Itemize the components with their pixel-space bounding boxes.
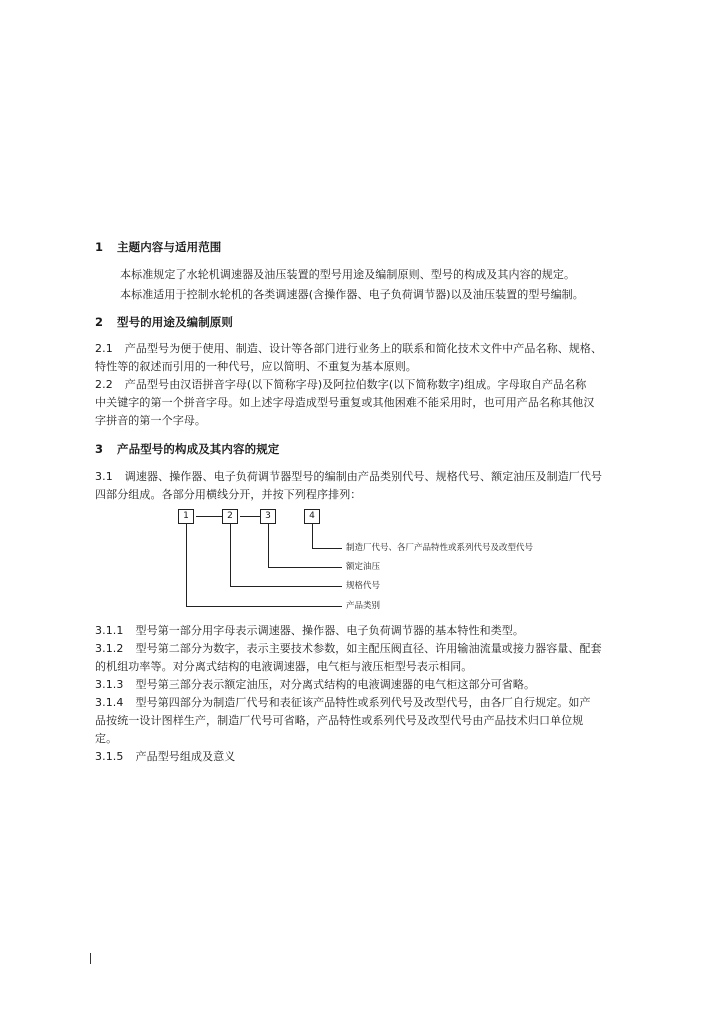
section-2-heading (95, 315, 233, 329)
diagram-leader-4-vertical (312, 524, 313, 548)
clause-2-1-line-1 (95, 342, 602, 356)
clause-3-1-4-text-1: 型号第四部分为制造厂代号和表征该产品特性或系列代号及改型代号，由各厂自行规定。如产 (135, 696, 591, 709)
clause-3-1-2-number: 3.1.2 (95, 642, 124, 655)
diagram-leader-2-vertical (230, 524, 231, 586)
clause-3-1-line-2: 四部分组成。各部分用横线分开，并按下列程序排列： (95, 488, 362, 501)
clause-2-2-line-3: 字拼音的第一个字母。 (95, 414, 206, 427)
diagram-leader-3-horizontal (268, 567, 342, 568)
clause-3-1-5-title: 产品型号组成及意义 (135, 750, 236, 763)
clause-2-2-line-2: 中关键字的第一个拼音字母。如上述字母造成型号重复或其他困难不能采用时，也可用产品名称其他汉 (95, 396, 595, 409)
clause-3-1-line-1 (95, 470, 602, 484)
clause-3-1-number: 3.1 (95, 470, 113, 483)
diagram-box-3: 3 (260, 509, 276, 524)
diagram-leader-4-horizontal (312, 548, 342, 549)
clause-3-1-3-line-1 (95, 678, 535, 692)
clause-3-1-4-number: 3.1.4 (95, 696, 124, 709)
clause-3-1-1-line-1 (95, 624, 524, 638)
clause-3-1-2-line-2: 的机组功率等。对分离式结构的电液调速器，电气柜与液压柜型号表示相同。 (95, 660, 473, 673)
section-1-heading (95, 240, 221, 254)
diagram-label-3: 额定油压 (346, 562, 381, 572)
diagram-leader-2-horizontal (230, 586, 342, 587)
clause-3-1-4-line-1 (95, 696, 591, 710)
clause-2-2-text-1: 产品型号由汉语拼音字母(以下简称字母)及阿拉伯数字(以下简称数字)组成。字母取自产品名称 (124, 378, 587, 391)
clause-2-1-line-2: 特性等的叙述而引用的一种代号，应以简明、不重复为基本原则。 (95, 360, 417, 373)
diagram-dash-2 (240, 516, 260, 517)
section-1-title: 主题内容与适用范围 (117, 240, 222, 254)
clause-3-1-1-text-1: 型号第一部分用字母表示调速器、操作器、电子负荷调节器的基本特性和类型。 (135, 624, 524, 637)
clause-3-1-2-line-1 (95, 642, 602, 656)
clause-2-2-number: 2.2 (95, 378, 113, 391)
section-2-number: 2 (95, 315, 104, 329)
clause-3-1-4-line-3: 定。 (95, 732, 118, 745)
clause-3-1-text-1: 调速器、操作器、电子负荷调节器型号的编制由产品类别代号、规格代号、额定油压及制造厂代号 (124, 470, 603, 483)
diagram-box-4: 4 (304, 509, 320, 524)
section-3-number: 3 (95, 442, 104, 456)
page-margin-mark (90, 953, 91, 964)
diagram-leader-1-horizontal (186, 606, 342, 607)
model-number-diagram (170, 505, 590, 617)
clause-2-2-line-1 (95, 378, 586, 392)
clause-3-1-2-text-1: 型号第二部分为数字，表示主要技术参数，如主配压阀直径、许用输油流量或接力器容量、配套 (135, 642, 602, 655)
clause-3-1-1-number: 3.1.1 (95, 624, 124, 637)
clause-3-1-3-text-1: 型号第三部分表示额定油压，对分离式结构的电液调速器的电气柜这部分可省略。 (135, 678, 536, 691)
section-3-title: 产品型号的构成及其内容的规定 (117, 442, 280, 456)
diagram-label-4: 制造厂代号、各厂产品特性或系列代号及改型代号 (346, 543, 534, 553)
clause-3-1-4-line-2: 品按统一设计图样生产，制造厂代号可省略，产品特性或系列代号及改型代号由产品技术归口单位规 (95, 714, 584, 727)
clause-3-1-5-number: 3.1.5 (95, 750, 124, 763)
diagram-box-2: 2 (222, 509, 238, 524)
diagram-label-2: 规格代号 (346, 581, 381, 591)
clause-2-1-number: 2.1 (95, 342, 113, 355)
section-2-title: 型号的用途及编制原则 (117, 315, 233, 329)
section-1-number: 1 (95, 240, 104, 254)
section-1-paragraph-2: 本标准适用于控制水轮机的各类调速器(含操作器、电子负荷调节器)以及油压装置的型号编制。 (120, 288, 584, 301)
diagram-leader-3-vertical (268, 524, 269, 567)
clause-2-1-text-1: 产品型号为便于使用、制造、设计等各部门进行业务上的联系和简化技术文件中产品名称、规格、 (124, 342, 603, 355)
diagram-label-1: 产品类别 (346, 601, 381, 611)
diagram-box-1: 1 (178, 509, 194, 524)
section-1-paragraph-1: 本标准规定了水轮机调速器及油压装置的型号用途及编制原则、型号的构成及其内容的规定。 (120, 268, 576, 281)
clause-3-1-5-line-1 (95, 750, 235, 764)
clause-3-1-3-number: 3.1.3 (95, 678, 124, 691)
diagram-dash-1 (196, 516, 222, 517)
section-3-heading (95, 442, 279, 456)
diagram-leader-1-vertical (186, 524, 187, 606)
